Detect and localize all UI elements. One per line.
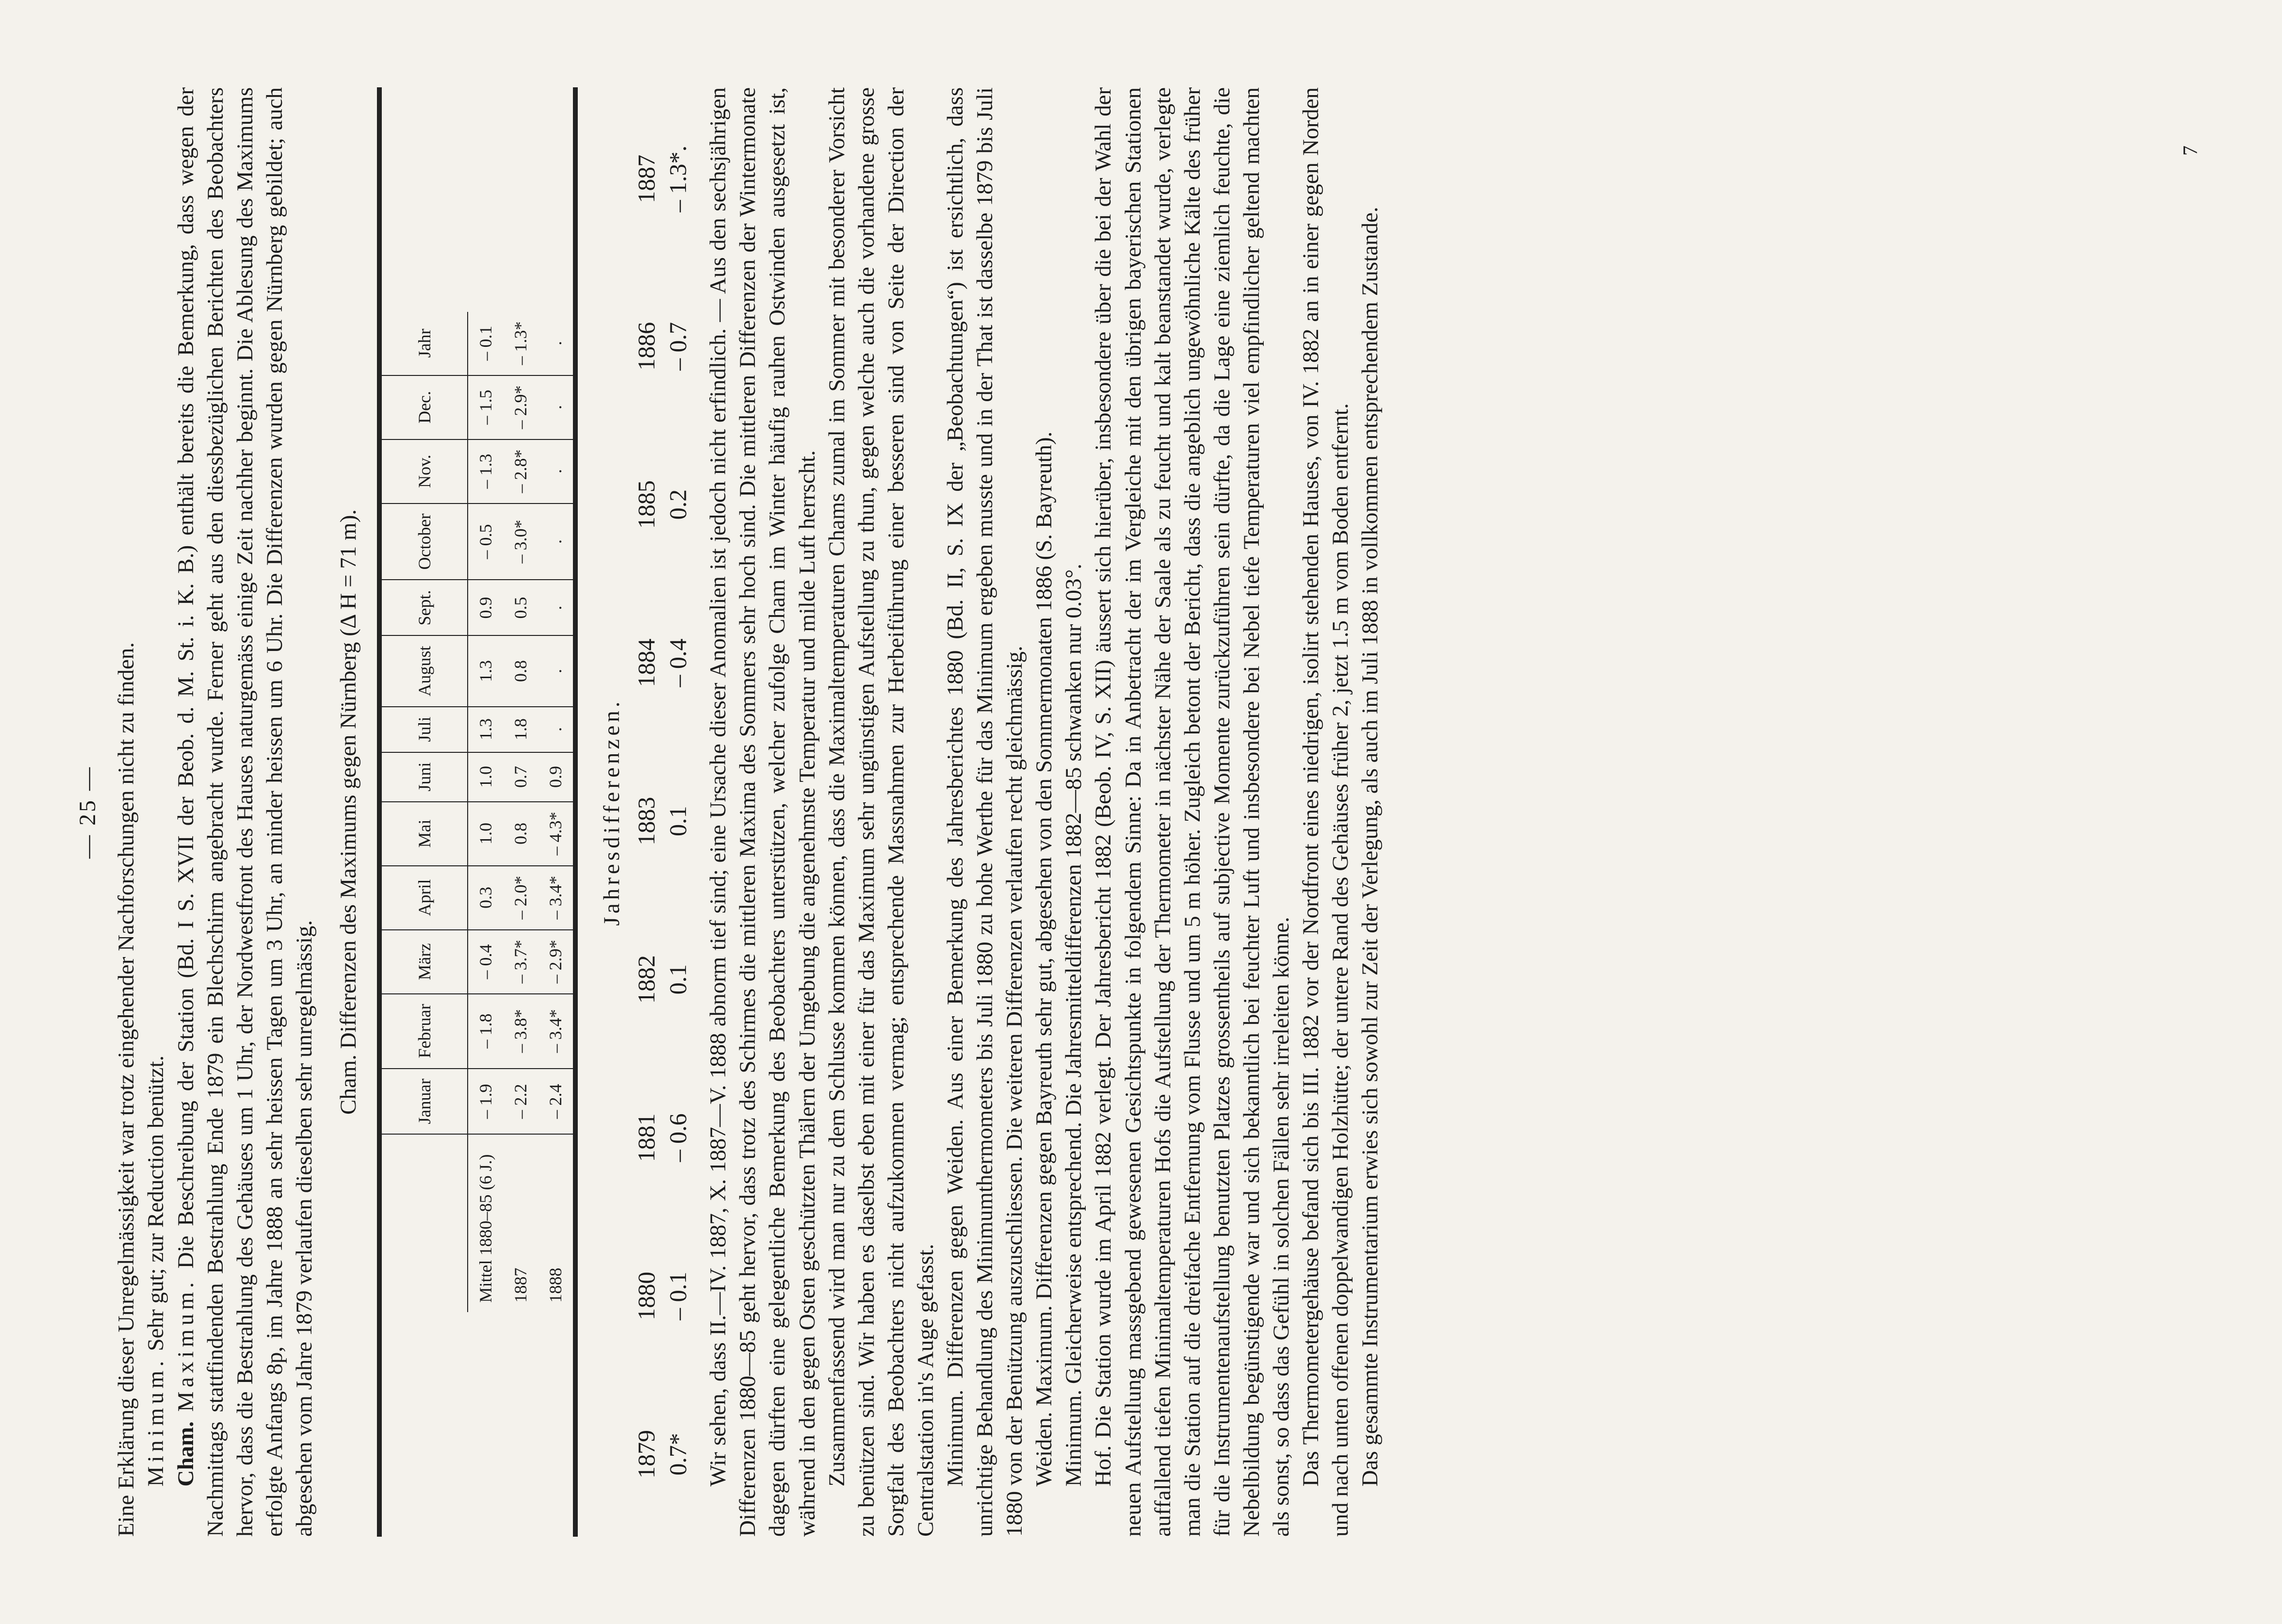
table-cell: 0.9 [468,580,503,635]
page-number: — 25 — [75,765,100,859]
row-label: Mittel 1880–85 (6 J.) [475,1154,495,1303]
year-label: 1880 [633,1271,660,1320]
year-value: 0.2 [664,489,692,520]
table-cell: 1.0 [468,752,503,802]
table-cell: . [538,580,573,635]
table-cell: – 3.4* [538,866,573,930]
table-header-cell: Februar [382,994,468,1069]
year-value: – 0.6 [664,1113,692,1162]
table-cell: – 1.5 [468,375,503,439]
year-label: 1882 [633,955,660,1004]
table-header-cell: Januar [382,1069,468,1135]
table-cell: – 1.3* [503,312,538,375]
table-cell: 1.8 [503,707,538,752]
table-title: Cham. Differenzen des Maximums gegen Nürnberg (Δ H = 71 m). [336,509,361,1115]
row-label: 1888 [545,1267,565,1303]
table-cell: – 1.8 [468,994,503,1069]
table-cell: 0.9 [538,752,573,802]
table-header-cell: October [382,503,468,580]
table-cell: – 3.8* [503,994,538,1069]
differences-table [382,312,573,1313]
table-header-cell: Nov. [382,439,468,503]
table-cell: – 2.9* [503,375,538,439]
table-header-cell: Jahr [382,312,468,375]
page-content [73,87,2224,1537]
table-cell: – 0.5 [468,503,503,580]
table-cell: 0.8 [503,636,538,707]
table-header-cell: April [382,866,468,930]
table-header-cell: Sept. [382,580,468,635]
table-cell: 1.3 [468,636,503,707]
table-cell: 1.3 [468,707,503,752]
paragraph-zusammenfassend: Zusammenfassend wird man nur zu dem Schlusse kommen können, dass die Maximaltemperaturen Chams zumal im Sommer mit besonderer Vorsicht zu benützen sind. Wir haben es daselbst eben mit einer für das Maximum sehr ungünstigen Aufstellung zu thun, gegen welche auch die vorhandene grosse Sorgfalt des Beobachters nicht aufzukommen vermag; entsprechende Massnahmen zur Herbeiführung einer besseren sind von Seite der Direction der Centralstation in's Auge gefasst. [824,87,938,1537]
table-cell: . [538,707,573,752]
year-value: – 0.4 [664,638,692,687]
table-header-cell: März [382,930,468,994]
year-label: 1884 [633,638,660,687]
table-cell: 0.7 [503,752,538,802]
table-cell: . [538,375,573,439]
table-cell: 0.3 [468,866,503,930]
table-cell: – 2.4 [538,1069,573,1135]
table-cell: 0.5 [503,580,538,635]
row-label: 1887 [510,1267,530,1303]
signature-mark: 7 [2180,146,2202,156]
year-difference [631,146,694,212]
table-cell: – 2.8* [503,439,538,503]
paragraph-instrumentarium: Das gesammte Instrumentarium erwies sich sowohl zur Zeit der Verlegung, als auch im Juli 1888 in vollkommen entsprechendem Zustande. [1357,207,1383,1487]
table-body [468,312,573,1313]
table-cell: – 0.1 [468,312,503,375]
table-cell: – 2.9* [538,930,573,994]
table-cell: 1.0 [468,802,503,866]
table-cell: – 2.2 [503,1069,538,1135]
year-value: 0.1 [664,806,692,836]
table-cell: – 2.0* [503,866,538,930]
paragraph-weiden-maximum: Weiden. Maximum. Differenzen gegen Bayreuth sehr gut, abgesehen von den Sommermonaten 1886 (S. Bayreuth). [1031,431,1057,1487]
year-value: – 0.7 [664,322,692,371]
intro-minimum: Minimum. Sehr gut; zur Reduction benützt. [143,1055,169,1487]
jahresdifferenzen-row [631,146,694,1478]
year-difference [631,480,694,529]
table-cell: – 4.3* [538,802,573,866]
table-header-cell: Juni [382,752,468,802]
paragraph-weiden-minimum: Minimum. Gleicherweise entsprechend. Die Jahresmitteldifferenzen 1882—85 schwanken nur 0.03°. [1061,564,1087,1487]
table-cell: . [538,312,573,375]
differences-table-frame [377,87,578,1537]
table-header-row [382,312,468,1313]
year-difference [631,797,694,845]
year-label: 1881 [633,1113,660,1162]
table-cell: – 3.0* [503,503,538,580]
year-difference [631,638,694,687]
cham-maximum-paragraph: Cham. Maximum. Die Beschreibung der Station (Bd. I S. XVII der Beob. d. M. St. i. K. B.) enthält bereits die Bemerkung, dass wegen der Nachmittags stattfindenden Bestrahlung Ende 1879 ein Blechschirm angebracht wurde. Ferner geht aus den diessbezüglichen Berichten des Beobachters hervor, dass die Bestrahlung des Gehäuses um 1 Uhr, der Nordwestfront des Hauses naturgemäss einige Zeit nachher beginnt. Die Ablesung des Maximums erfolgte Anfangs 8p, im Jahre 1888 an sehr heissen Tagen um 3 Uhr, an minder heissen um 6 Uhr. Die Differenzen wurden gegen Nürnberg gebildet; auch abgesehen vom Jahre 1879 verlaufen dieselben sehr unregelmässig. [173,87,317,1537]
intro-line: Eine Erklärung dieser Unregelmässigkeit war trotz eingehender Nachforschungen nicht zu finden. [114,642,139,1537]
paragraph-wir: Wir sehen, dass II.—IV. 1887, X. 1887—V. 1888 abnorm tief sind; eine Ursache dieser Anomalien ist jedoch nicht erfindlich. — Aus den sechsjährigen Differenzen 1880—85 geht hervor, dass trotz des Schirmes die mittleren Maxima des Sommers sehr hoch sind. Die mittleren Differenzen der Wintermonate dagegen dürften eine gelegentliche Bemerkung des Beobachters unterstützen, welcher zufolge Cham im Winter häufig rauhen Ostwinden ausgesetzt ist, während in den gegen Osten geschützten Thälern der Umgebung die angenehmste Temperatur und milde Luft herrscht. [705,87,820,1537]
table-cell: 0.8 [503,802,538,866]
year-value: 0.1 [664,964,692,995]
table-cell: – 3.4* [538,994,573,1069]
table-header-cell [382,1134,468,1312]
paragraph-thermometergehaeuse: Das Thermometergehäuse befand sich bis III. 1882 vor der Nordfront eines niedrigen, isolirt stehenden Hauses, von IV. 1882 an in einer gegen Norden und nach unten offenen doppelwandigen Holzhütte; der untere Rand des Gehäuses früher 2, jetzt 1.5 m vom Boden entfernt. [1298,87,1353,1537]
year-difference [631,1272,694,1320]
year-label: 1887 [633,154,660,203]
table-cell: – 3.7* [503,930,538,994]
table-row [538,312,573,1313]
year-difference [631,955,694,1004]
year-value: – 1.3*. [664,146,692,212]
table-cell: – 1.9 [468,1069,503,1135]
year-value: 0.7* [664,1433,692,1476]
table-header-cell: Dec. [382,375,468,439]
table-header-cell: August [382,636,468,707]
year-difference [631,1113,694,1162]
table-cell: – 1.3 [468,439,503,503]
table-cell: . [538,503,573,580]
year-difference [631,322,694,371]
table-row [503,312,538,1313]
table-cell: . [538,636,573,707]
year-label: 1879 [633,1430,660,1478]
year-label: 1885 [633,480,660,529]
year-value: – 0.1 [664,1271,692,1320]
table-header-cell: Mai [382,802,468,866]
table-header-cell: Juli [382,707,468,752]
year-label: 1883 [633,796,660,845]
paragraph-hof: Hof. Die Station wurde im April 1882 verlegt. Der Jahresbericht 1882 (Beob. IV, S. XII) äussert sich hierüber, insbesondere über die bei der Wahl der neuen Aufstellung massgebend gewesenen Gesichtspunkte in folgendem Sinne: Da in Anbetracht der im Vergleiche mit den übrigen bayerischen Stationen auffallend tiefen Minimaltemperaturen Hofs die Aufstellung der Thermometer in nächster Nähe der Saale als zu feucht und kalt beanstandet wurde, verlegte man die Station auf die dreifache Entfernung vom Flusse und um 5 m höher. Zugleich betont der Bericht, dass die angeblich ungewöhnliche Kälte des früher für die Instrumentenaufstellung benutzten Platzes grossentheils auf subjective Momente zurückzuführen sein dürfte, da die Lage eine ziemlich feuchte, die Nebelbildung begünstigende war und sich bekanntlich bei feuchter Luft und insbesondere bei Nebel tiefe Temperaturen viel empfindlicher geltend machten als sonst, so dass das Gefühl in solchen Fällen sehr irreleiten könne. [1091,87,1294,1537]
table-cell: . [538,439,573,503]
jahresdifferenzen-title: Jahresdifferenzen. [599,698,625,926]
paragraph-minimum-cham: Minimum. Differenzen gegen Weiden. Aus einer Bemerkung des Jahresberichtes 1880 (Bd. II, S. IX der „Beobachtungen“) ist ersichtlich, dass unrichtige Behandlung des Minimumthermometers bis Juli 1880 zu hohe Werthe für das Minimum ergeben musste und in der That ist dasselbe 1879 bis Juli 1880 von der Benützung auszuschliessen. Die weiteren Differenzen verlaufen recht gleichmässig. [942,87,1027,1537]
year-label: 1886 [633,322,660,371]
table-cell: – 0.4 [468,930,503,994]
year-difference [631,1430,694,1478]
table-row [468,312,503,1313]
